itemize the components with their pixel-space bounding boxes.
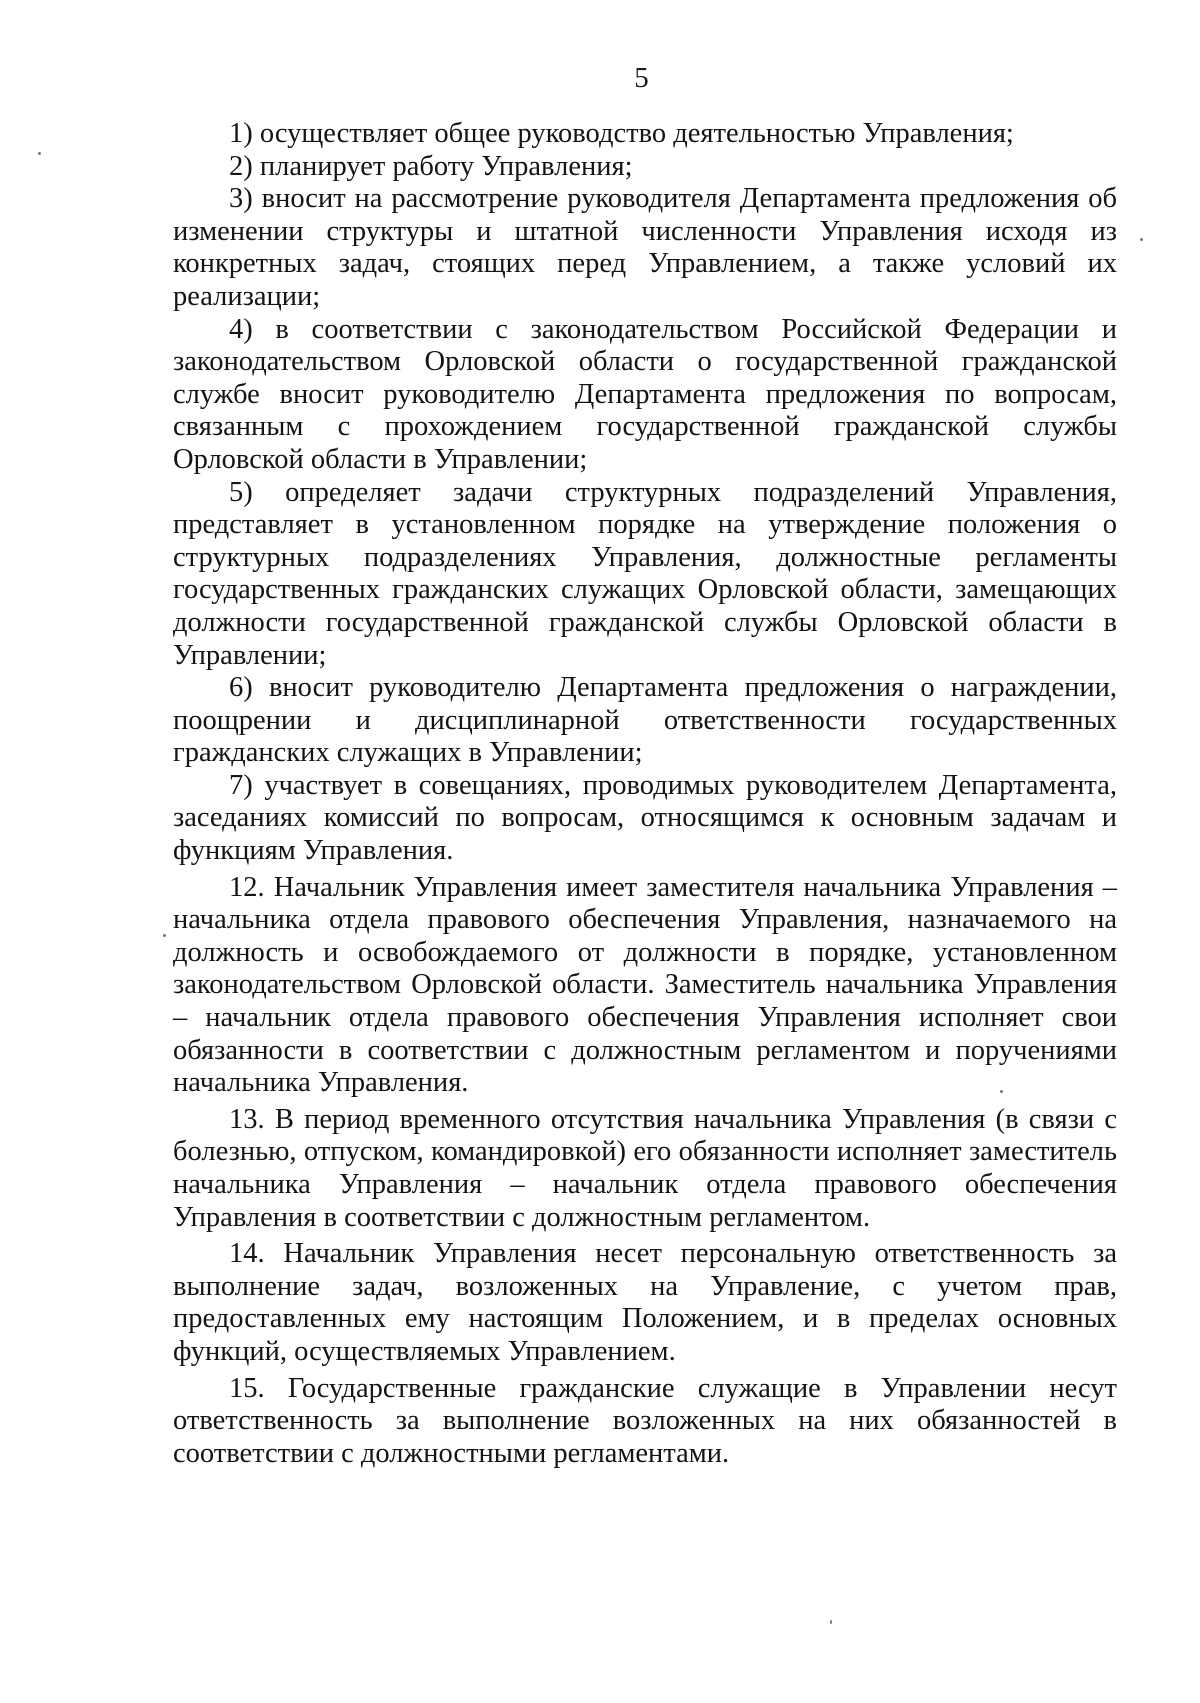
scan-speck (163, 934, 166, 937)
document-body (173, 118, 1117, 1470)
list-item-3: 3) вносит на рассмотрение руководителя Департамента предложения об изменении структуры и штатной численности Управления исходя из конкретных задач, стоящих перед Управлением, а также условий их реализации; (173, 183, 1117, 312)
list-item-5: 5) определяет задачи структурных подразделений Управления, представляет в установленном порядке на утверждение положения о структурных подразделениях Управления, должностные регламенты государственных гражданских служащих Орловской области, замещающих должности государственной гражданской службы Орловской области в Управлении; (173, 476, 1117, 671)
list-item-1: 1) осуществляет общее руководство деятельностью Управления; (229, 118, 1014, 149)
scan-speck (38, 152, 41, 155)
clause-14: 14. Начальник Управления несет персональную ответственность за выполнение задач, возложенных на Управление, с учетом прав, предоставленных ему настоящим Положением, и в пределах основных функций, осуществляемых Управлением. (173, 1238, 1117, 1367)
clause-15: 15. Государственные гражданские служащие в Управлении несут ответственность за выполнение возложенных на них обязанностей в соответствии с должностными регламентами. (173, 1372, 1117, 1469)
list-item-7: 7) участвует в совещаниях, проводимых руководителем Департамента, заседаниях комиссий по вопросам, относящимся к основным задачам и функциям Управления. (173, 769, 1117, 867)
scan-speck (830, 1620, 832, 1624)
scan-speck (1000, 1090, 1003, 1093)
scan-speck (1140, 238, 1143, 241)
list-item-6: 6) вносит руководителю Департамента предложения о награждении, поощрении и дисциплинарной ответственности государственных гражданских служащих в Управлении; (173, 672, 1117, 769)
page-number: 5 (634, 62, 649, 94)
clause-12: 12. Начальник Управления имеет заместителя начальника Управления – начальника отдела правового обеспечения Управления, назначаемого на должность и освобождаемого от должности в порядке, установленном законодательством Орловской области. Заместитель начальника Управления – начальник отдела правового обеспечения Управления исполняет свои обязанности в соответствии с должностным регламентом и поручениями начальника Управления. (173, 871, 1117, 1099)
list-item-4: 4) в соответствии с законодательством Российской Федерации и законодательством Орловской области о государственной гражданской службе вносит руководителю Департамента предложения по вопросам, связанным с прохождением государственной гражданской службы Орловской области в Управлении; (173, 313, 1117, 475)
list-item-2: 2) планирует работу Управления; (229, 150, 633, 182)
clause-13: 13. В период временного отсутствия начальника Управления (в связи с болезнью, отпуском, командировкой) его обязанности исполняет заместитель начальника Управления – начальник отдела правового обеспечения Управления в соответствии с должностным регламентом. (173, 1103, 1117, 1233)
